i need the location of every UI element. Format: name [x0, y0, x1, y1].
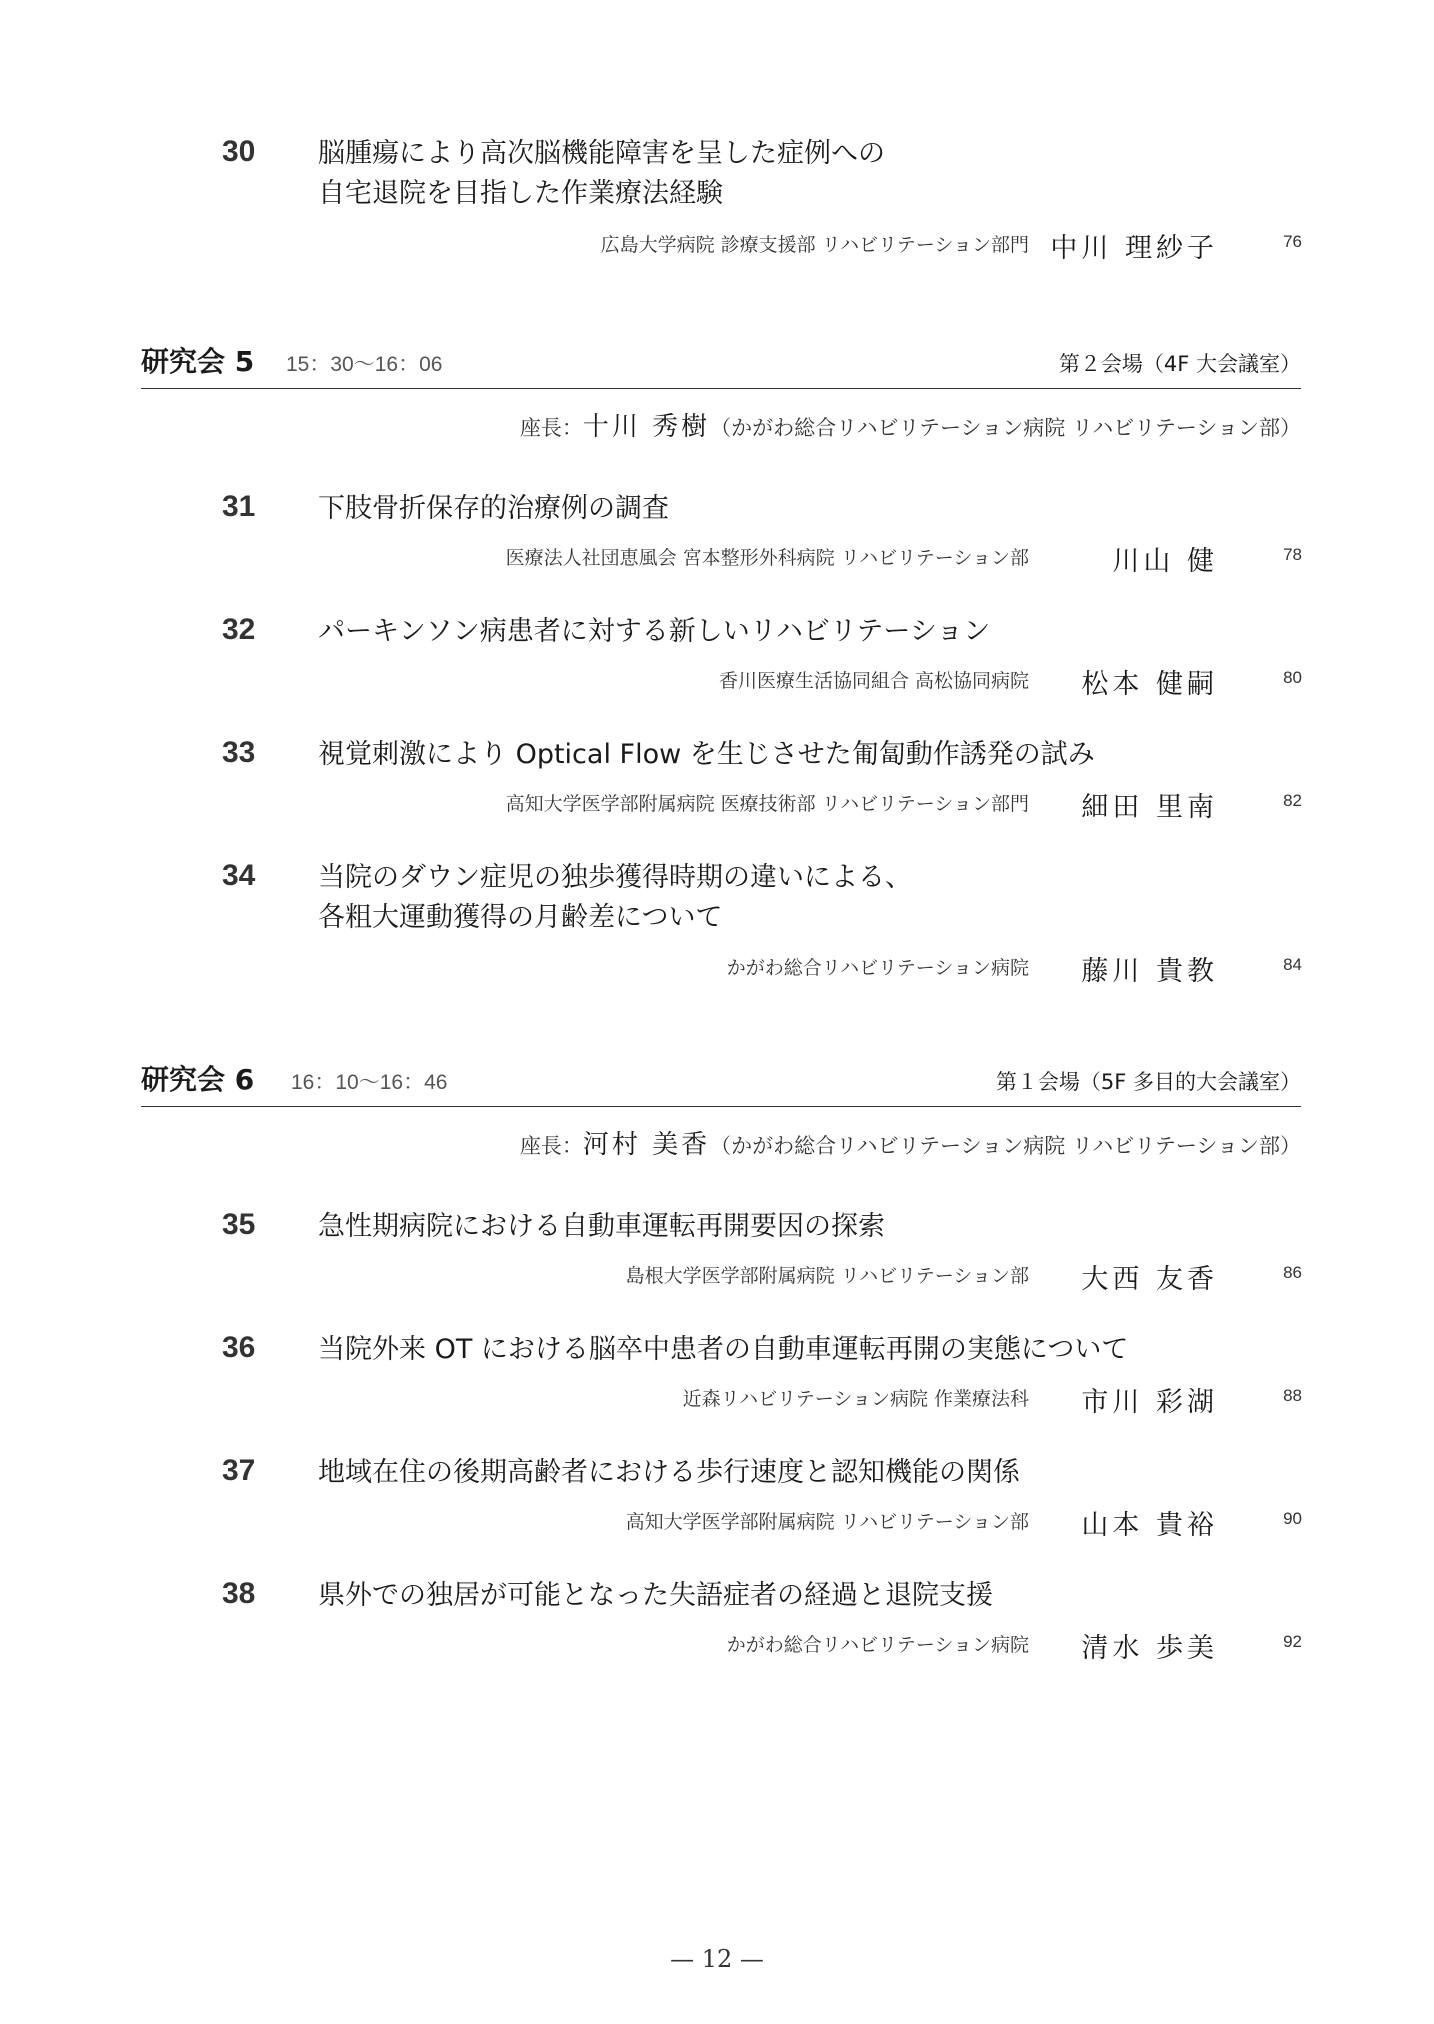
- entry-page-number: 82: [1283, 791, 1302, 810]
- chair-name: 河村 美香: [582, 1130, 711, 1160]
- chair-label: 座長：: [519, 416, 583, 440]
- entry-title-line-1: 当院のダウン症児の独歩獲得時期の違いによる、: [318, 862, 912, 893]
- session-venue: 第２会場（4F 大会議室）: [1058, 352, 1301, 376]
- entry-number: 35: [222, 1208, 256, 1241]
- entry-author: 大西 友香: [1081, 1264, 1218, 1295]
- entry-affiliation: 島根大学医学部附属病院 リハビリテーション部: [625, 1265, 1029, 1287]
- entry-page-number: 88: [1283, 1386, 1302, 1405]
- entry-number: 32: [222, 613, 256, 646]
- entry-title-line-2: 自宅退院を目指した作業療法経験: [318, 178, 723, 209]
- entry-author: 山本 貴裕: [1081, 1510, 1218, 1541]
- entry-title-line-1: 視覚刺激により Optical Flow を生じさせた匍匐動作誘発の試み: [318, 739, 1095, 770]
- entry-number: 34: [222, 859, 256, 892]
- entry-page-number: 86: [1283, 1263, 1302, 1282]
- section-divider: [141, 388, 1301, 389]
- entry-page-number: 84: [1283, 955, 1302, 974]
- entry-page-number: 76: [1283, 232, 1302, 251]
- entry-affiliation: かがわ総合リハビリテーション病院: [726, 957, 1029, 979]
- entry-number: 30: [222, 135, 256, 168]
- entry-number: 38: [222, 1577, 256, 1610]
- session-name: 研究会 5: [141, 345, 255, 378]
- entry-title-line-2: 各粗大運動獲得の月齢差について: [318, 902, 723, 933]
- chair-name: 十川 秀樹: [582, 412, 711, 442]
- chair-affiliation: （かがわ総合リハビリテーション病院 リハビリテーション部）: [710, 1134, 1301, 1158]
- session-venue: 第１会場（5F 多目的大会議室）: [995, 1070, 1301, 1094]
- section-divider: [141, 1106, 1301, 1107]
- entry-number: 36: [222, 1331, 256, 1364]
- session-header-5: [141, 346, 1301, 386]
- entry-number: 31: [222, 490, 256, 523]
- entry-title-line-1: パーキンソン病患者に対する新しいリハビリテーション: [318, 616, 991, 647]
- entry-title-line-1: 当院外来 OT における脳卒中患者の自動車運転再開の実態について: [318, 1334, 1129, 1365]
- entry-affiliation: 香川医療生活協同組合 高松協同病院: [718, 670, 1029, 692]
- entry-page-number: 92: [1283, 1632, 1302, 1651]
- entry-author: 藤川 貴教: [1081, 956, 1218, 987]
- entry-author: 中川 理紗子: [1050, 233, 1218, 264]
- session-time: 16：10～16：46: [291, 1071, 448, 1094]
- session-header-6: [141, 1064, 1301, 1104]
- entry-affiliation: 高知大学医学部附属病院 リハビリテーション部: [625, 1511, 1029, 1533]
- session-chair: [520, 1124, 1301, 1161]
- entry-affiliation: かがわ総合リハビリテーション病院: [726, 1634, 1029, 1656]
- entry-title-line-1: 県外での独居が可能となった失語症者の経過と退院支援: [318, 1580, 993, 1611]
- entry-affiliation: 広島大学病院 診療支援部 リハビリテーション部門: [600, 234, 1029, 256]
- entry-page-number: 78: [1283, 545, 1302, 564]
- entry-author: 細田 里南: [1081, 792, 1218, 823]
- entry-number: 33: [222, 736, 256, 769]
- entry-author: 市川 彩湖: [1081, 1387, 1218, 1418]
- session-time: 15：30～16：06: [286, 353, 443, 376]
- entry-author: 松本 健嗣: [1081, 669, 1218, 700]
- entry-affiliation: 高知大学医学部附属病院 医療技術部 リハビリテーション部門: [505, 793, 1029, 815]
- entry-author: 清水 歩美: [1081, 1633, 1218, 1664]
- entry-title-line-1: 下肢骨折保存的治療例の調査: [318, 493, 669, 524]
- entry-page-number: 90: [1283, 1509, 1302, 1528]
- chair-label: 座長：: [519, 1134, 583, 1158]
- entry-affiliation: 近森リハビリテーション病院 作業療法科: [682, 1388, 1029, 1410]
- entry-author: 川山 健: [1112, 546, 1218, 577]
- entry-number: 37: [222, 1454, 256, 1487]
- chair-affiliation: （かがわ総合リハビリテーション病院 リハビリテーション部）: [710, 416, 1301, 440]
- entry-title-line-1: 急性期病院における自動車運転再開要因の探索: [318, 1211, 885, 1242]
- entry-page-number: 80: [1283, 668, 1302, 687]
- entry-title-line-1: 脳腫瘍により高次脳機能障害を呈した症例への: [318, 138, 885, 169]
- page-footer-number: — 12 —: [670, 1945, 764, 1973]
- session-chair: [520, 406, 1301, 443]
- entry-affiliation: 医療法人社団恵風会 宮本整形外科病院 リハビリテーション部: [505, 547, 1029, 569]
- entry-title-line-1: 地域在住の後期高齢者における歩行速度と認知機能の関係: [318, 1457, 1020, 1488]
- session-name: 研究会 6: [141, 1063, 255, 1096]
